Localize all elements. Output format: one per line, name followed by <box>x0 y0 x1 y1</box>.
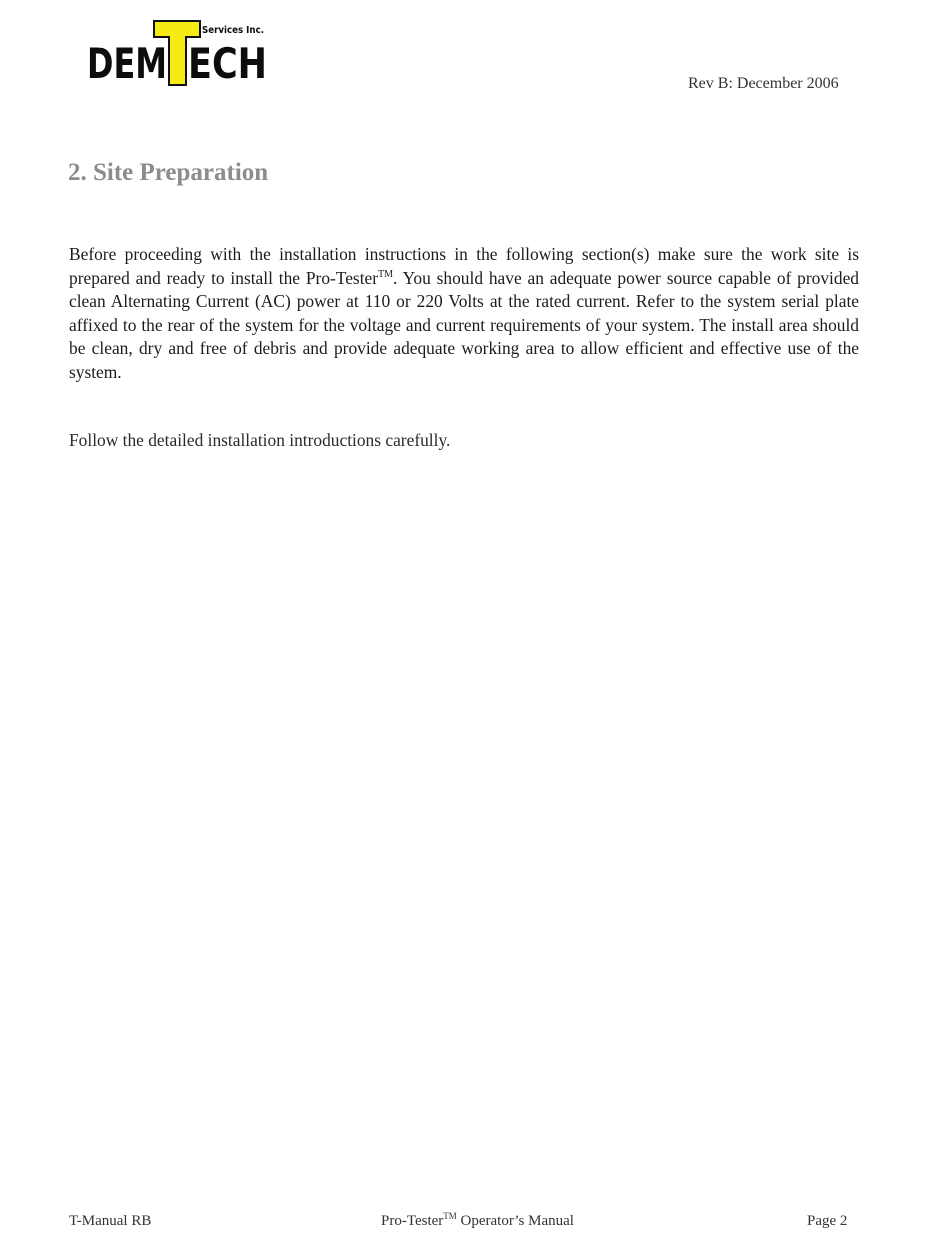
footer-trademark-mark: TM <box>443 1211 457 1221</box>
paragraph-text-part1: Before proceeding with the installation instructions in the following section(s) make sure the work site is prepared and ready to install the Pro-Tester <box>69 244 859 288</box>
footer-manual-title <box>381 1213 574 1230</box>
footer-title-part1: Pro-Tester <box>381 1213 444 1229</box>
logo-t-bar <box>154 21 200 37</box>
logo-wordmark-ech: ECH <box>188 39 267 88</box>
logo-t-stem <box>169 37 186 85</box>
footer-title-part2: Operator’s Manual <box>456 1213 574 1229</box>
footer-document-code: T-Manual RB <box>69 1213 152 1229</box>
paragraph-text-part2: . You should have an adequate power source capable of provided clean Alternating Current (AC) power at 110 or 220 Volts at the rated current. Refer to the system serial plate affixed to the rear of the system for the voltage and current requirements of your system. The install area should be clean, dry and free of debris and provide adequate working area to allow efficient and effective use of the system. <box>69 267 859 382</box>
footer-page-number: Page 2 <box>807 1213 848 1229</box>
section-heading: 2. Site Preparation <box>68 159 269 186</box>
revision-date: Rev B: December 2006 <box>688 75 839 92</box>
logo-t-joint <box>170 36 185 39</box>
site-preparation-paragraph <box>69 243 859 385</box>
demtech-logo-graphic <box>86 20 268 90</box>
logo-tagline: Services Inc. <box>202 25 264 36</box>
trademark-mark: TM <box>378 268 394 280</box>
logo-wordmark-dem: DEM <box>87 39 167 88</box>
demtech-logo <box>86 20 268 90</box>
follow-instructions-text: Follow the detailed installation introductions carefully. <box>69 430 451 450</box>
